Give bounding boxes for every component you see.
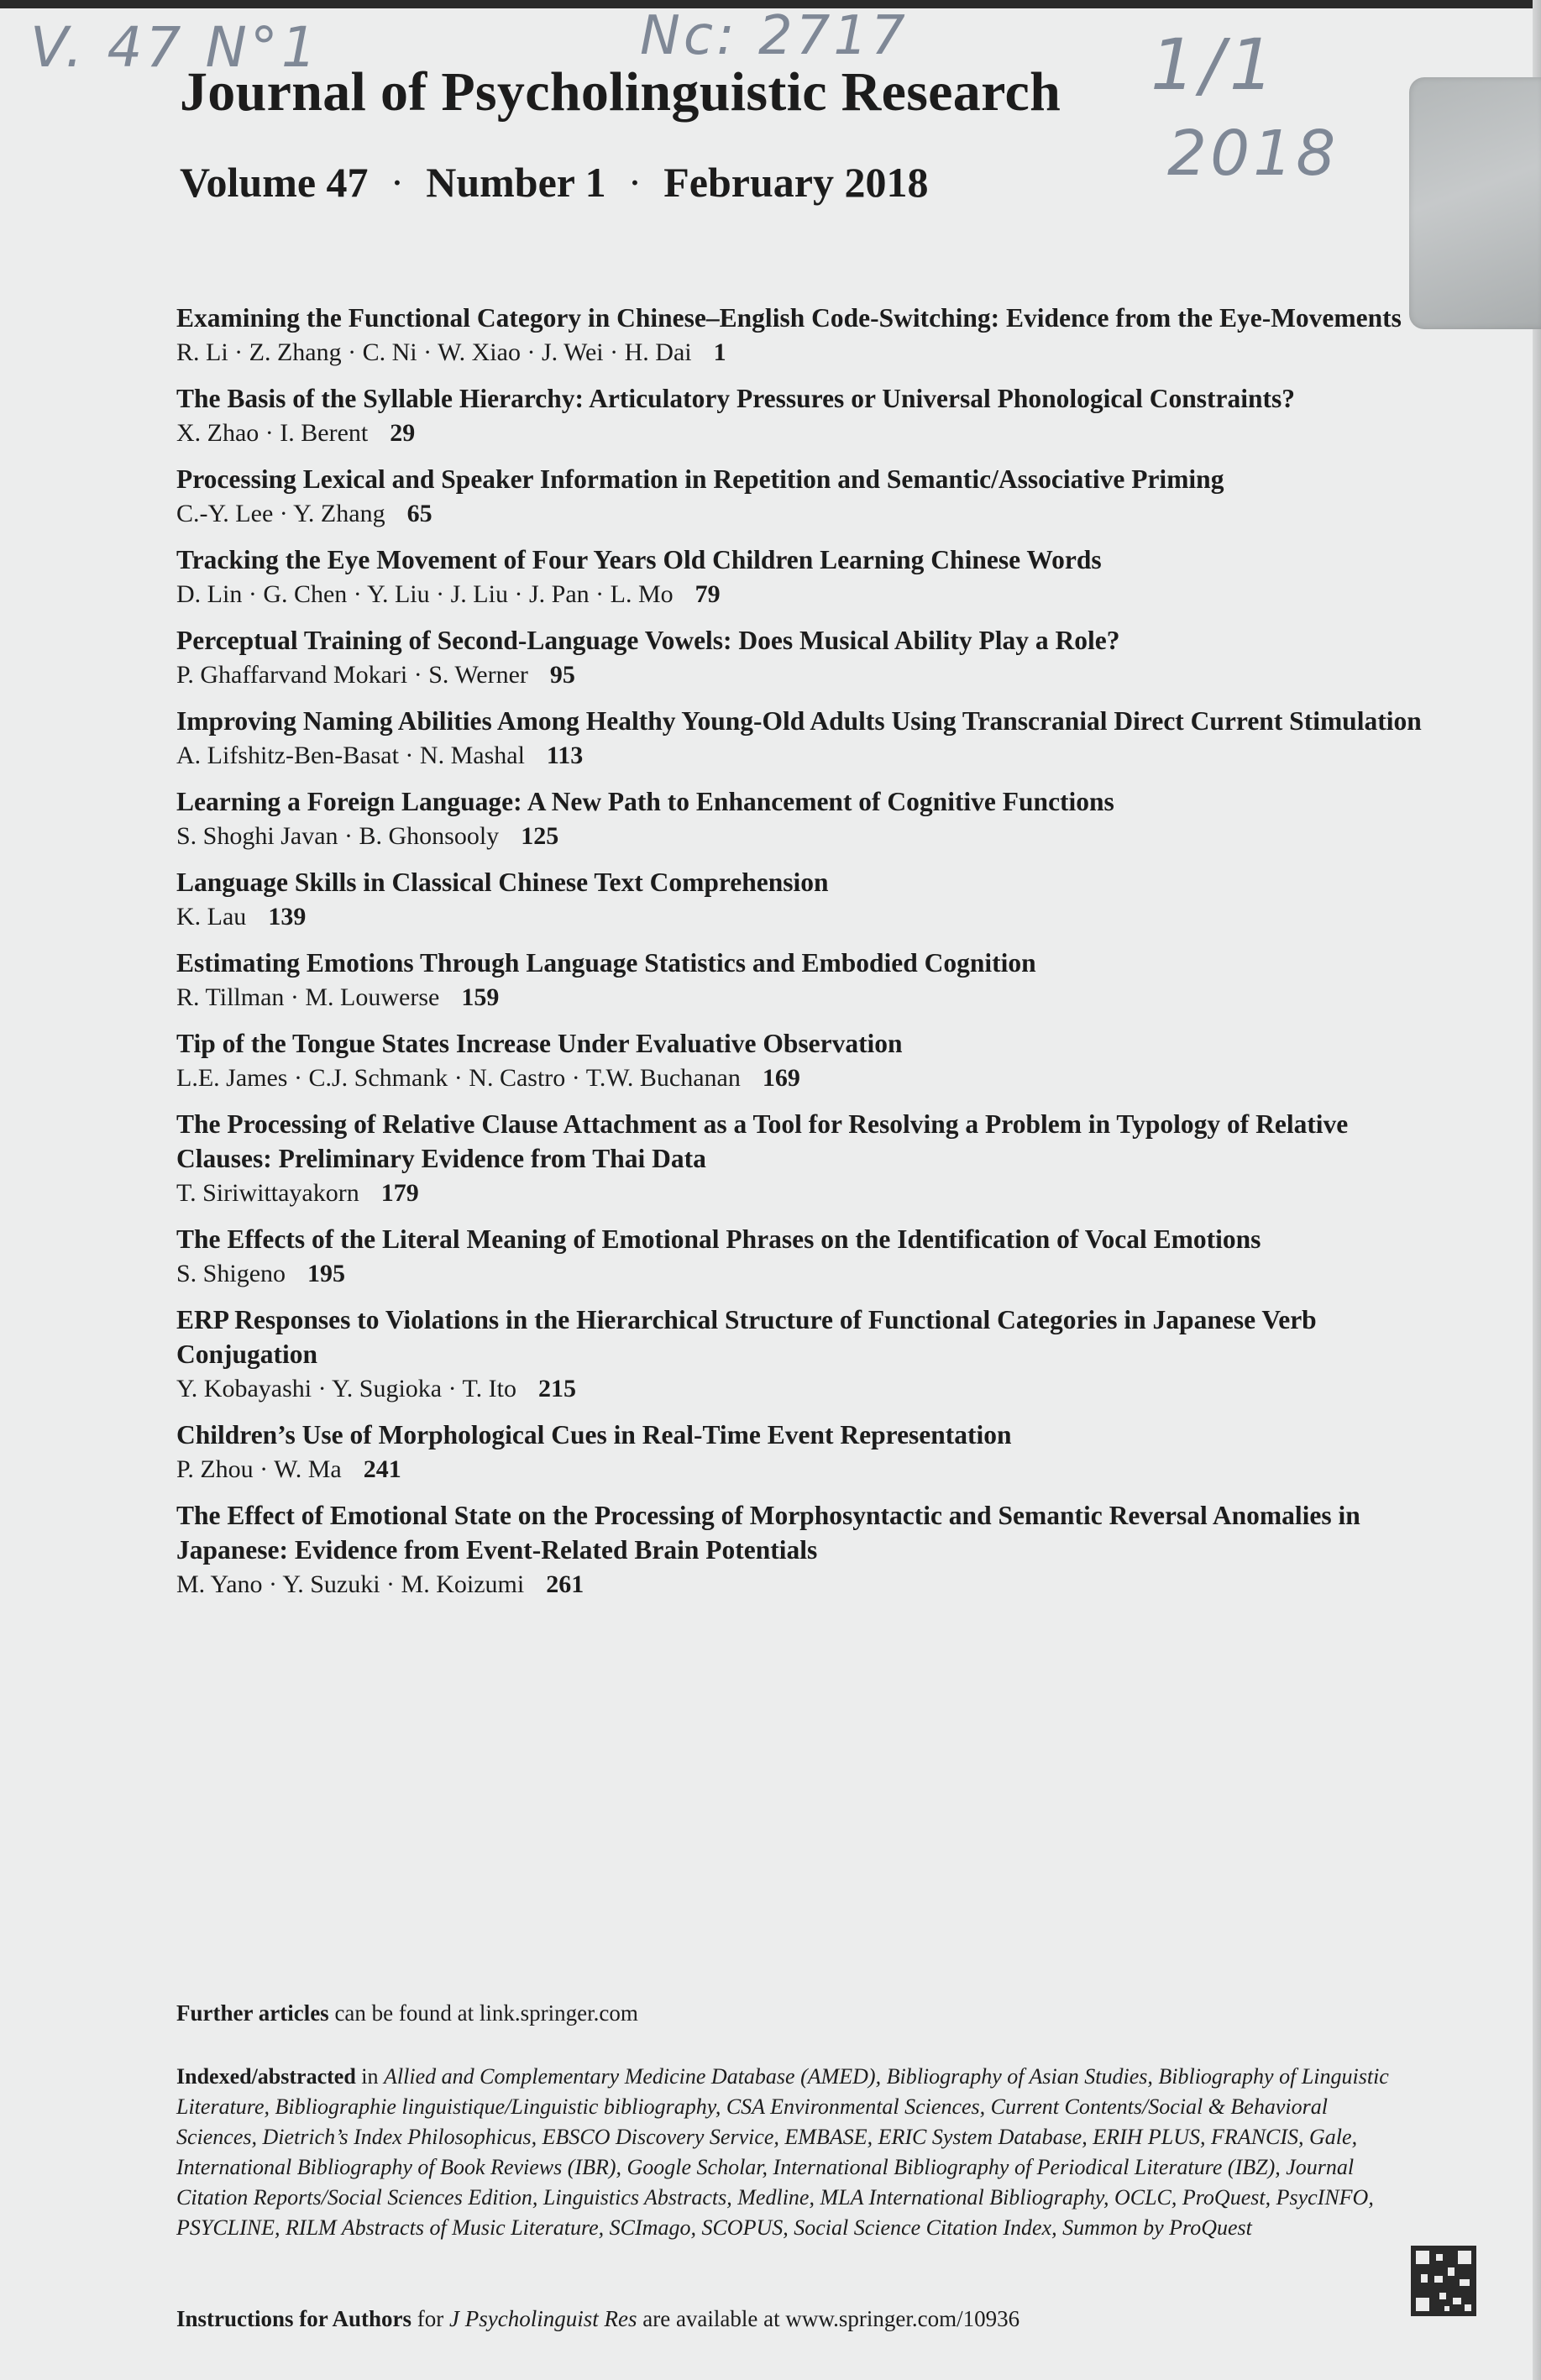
journal-title: Journal of Psycholinguistic Research [180,61,1061,123]
article-entry[interactable] [176,543,1428,612]
instructions-label: Instructions for Authors [176,2306,412,2331]
separator: · [627,159,642,206]
article-title[interactable]: The Effects of the Literal Meaning of Emotional Phrases on the Identification of Vocal Emotions [176,1224,1261,1254]
volume-label: Volume 47 [180,159,369,206]
article-page: 1 [713,338,726,366]
article-page: 29 [390,419,416,447]
further-text[interactable]: can be found at link.springer.com [334,2000,638,2026]
library-sticker [1409,77,1541,329]
article-meta [176,1371,1428,1407]
article-entry[interactable] [176,462,1428,532]
handwritten-volume-note: V. 47 N°1 [30,15,320,80]
article-title[interactable]: Estimating Emotions Through Language Statistics and Embodied Cognition [176,948,1036,978]
article-authors: R. Tillman · M. Louwerse [176,983,440,1011]
article-entry[interactable] [176,1107,1428,1211]
handwritten-fraction-note: 1/1 [1151,24,1280,106]
article-entry[interactable] [176,865,1428,935]
article-meta [176,416,1428,451]
article-page: 95 [549,661,575,689]
article-meta [176,1256,1428,1292]
article-page: 215 [538,1375,576,1402]
article-page: 195 [307,1260,346,1287]
issue-line [180,158,928,207]
article-title[interactable]: The Basis of the Syllable Hierarchy: Articulatory Pressures or Universal Phonological Constraints? [176,384,1295,413]
article-meta [176,658,1428,693]
article-authors: Y. Kobayashi · Y. Sugioka · T. Ito [176,1375,516,1402]
article-title[interactable]: Processing Lexical and Speaker Information in Repetition and Semantic/Associative Priming [176,464,1224,494]
article-page: 241 [363,1455,401,1483]
article-title[interactable]: Tracking the Eye Movement of Four Years Old Children Learning Chinese Words [176,545,1102,574]
article-title[interactable]: Children’s Use of Morphological Cues in Real-Time Event Representation [176,1420,1012,1449]
article-entry[interactable] [176,1498,1428,1602]
article-page: 159 [461,983,500,1011]
article-entry[interactable] [176,704,1428,773]
article-title[interactable]: ERP Responses to Violations in the Hierarchical Structure of Functional Categories in Japanese Verb Conjugation [176,1305,1317,1369]
article-meta [176,1176,1428,1211]
instructions-for: for [417,2306,444,2331]
indexed-abstracted-note [176,2062,1411,2243]
separator: · [390,159,405,206]
article-authors: L.E. James · C.J. Schmank · N. Castro · T.W. Buchanan [176,1064,741,1092]
article-authors: S. Shoghi Javan · B. Ghonsooly [176,822,500,850]
article-meta [176,738,1428,773]
article-entry[interactable] [176,301,1428,370]
handwritten-number-note: Nc: 2717 [640,5,909,67]
article-title[interactable]: The Effect of Emotional State on the Processing of Morphosyntactic and Semantic Reversal Anomalies in Japanese: Evidence from Event-Related Brain Potentials [176,1501,1360,1565]
instructions-for-authors-note [176,2306,1019,2332]
article-meta [176,335,1428,370]
article-page: 261 [546,1570,584,1598]
article-page: 169 [762,1064,800,1092]
article-authors: R. Li · Z. Zhang · C. Ni · W. Xiao · J. Wei · H. Dai [176,338,692,366]
article-title[interactable]: The Processing of Relative Clause Attachment as a Tool for Resolving a Problem in Typology of Relative Clauses: Preliminary Evidence from Thai Data [176,1109,1349,1173]
number-label: Number 1 [426,159,606,206]
article-title[interactable]: Learning a Foreign Language: A New Path to Enhancement of Cognitive Functions [176,787,1114,816]
article-title[interactable]: Improving Naming Abilities Among Healthy Young-Old Adults Using Transcranial Direct Current Stimulation [176,706,1422,736]
article-title[interactable]: Tip of the Tongue States Increase Under Evaluative Observation [176,1029,903,1058]
article-meta [176,899,1428,935]
article-entry[interactable] [176,946,1428,1015]
article-title[interactable]: Examining the Functional Category in Chinese–English Code-Switching: Evidence from the Eye-Movements [176,303,1402,333]
article-meta [176,1567,1428,1602]
article-authors: K. Lau [176,903,247,931]
article-page: 139 [268,903,307,931]
indexed-list: Allied and Complementary Medicine Database (AMED), Bibliography of Asian Studies, Bibliography of Linguistic Literature, Bibliographie linguistique/Linguistic bibliography, CSA Environmental Sciences, Current Contents/Social & Behavioral Sciences, Dietrich’s Index Philosophicus, EBSCO Discovery Service, EMBASE, ERIC System Database, ERIH PLUS, FRANCIS, Gale, International Bibliography of Book Reviews (IBR), Google Scholar, International Bibliography of Periodical Literature (IBZ), Journal Citation Reports/Social Sciences Edition, Linguistics Abstracts, Medline, MLA International Bibliography, OCLC, ProQuest, PsycINFO, PSYCLINE, RILM Abstracts of Music Literature, SCImago, SCOPUS, Social Science Citation Index, Summon by ProQuest [176,2064,1389,2240]
indexed-in: in [361,2064,379,2089]
article-meta [176,1452,1428,1487]
right-edge-shade [1533,0,1541,2380]
article-authors: D. Lin · G. Chen · Y. Liu · J. Liu · J. Pan · L. Mo [176,580,674,608]
article-authors: X. Zhao · I. Berent [176,419,369,447]
article-meta [176,819,1428,854]
handwritten-year-note: 2018 [1167,118,1339,190]
qr-code-icon [1411,2246,1476,2316]
article-meta [176,496,1428,532]
article-page: 113 [546,742,584,769]
date-label: February 2018 [663,159,929,206]
article-authors: C.-Y. Lee · Y. Zhang [176,500,385,527]
table-of-contents [176,301,1428,1613]
article-meta [176,980,1428,1015]
article-page: 79 [694,580,721,608]
instructions-text[interactable]: are available at www.springer.com/10936 [642,2306,1020,2331]
article-entry[interactable] [176,1026,1428,1096]
article-meta [176,577,1428,612]
article-authors: A. Lifshitz-Ben-Basat · N. Mashal [176,742,525,769]
article-entry[interactable] [176,381,1428,451]
article-authors: P. Ghaffarvand Mokari · S. Werner [176,661,528,689]
article-authors: S. Shigeno [176,1260,286,1287]
article-entry[interactable] [176,784,1428,854]
further-label: Further articles [176,2000,329,2026]
article-page: 65 [406,500,432,527]
article-title[interactable]: Perceptual Training of Second-Language Vowels: Does Musical Ability Play a Role? [176,626,1120,655]
further-articles-note [176,2000,638,2026]
article-page: 125 [521,822,559,850]
indexed-label: Indexed/abstracted [176,2064,356,2089]
article-authors: P. Zhou · W. Ma [176,1455,342,1483]
article-entry[interactable] [176,623,1428,693]
article-page: 179 [380,1179,419,1207]
article-meta [176,1061,1428,1096]
article-authors: M. Yano · Y. Suzuki · M. Koizumi [176,1570,525,1598]
article-entry[interactable] [176,1222,1428,1292]
instructions-journal: J Psycholinguist Res [449,2306,637,2331]
article-entry[interactable] [176,1418,1428,1487]
article-authors: T. Siriwittayakorn [176,1179,359,1207]
article-entry[interactable] [176,1303,1428,1407]
article-title[interactable]: Language Skills in Classical Chinese Text Comprehension [176,868,829,897]
